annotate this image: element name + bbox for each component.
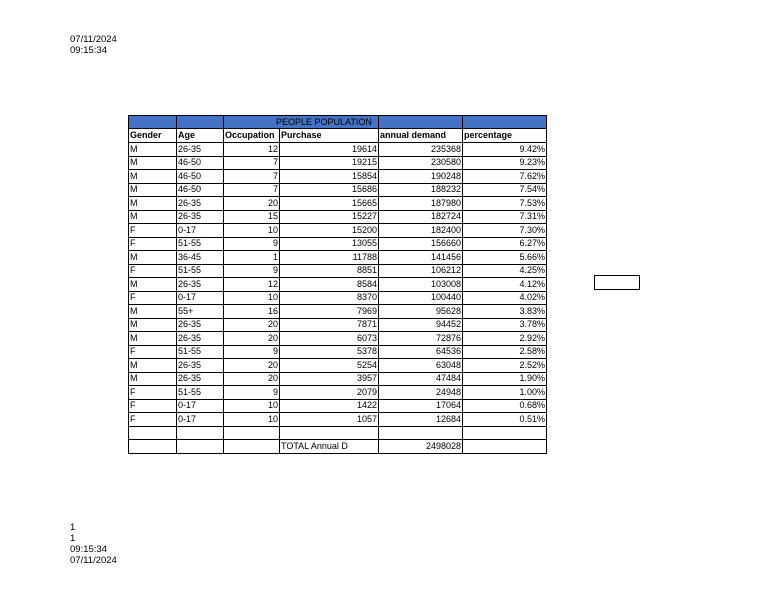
empty-cell (463, 440, 547, 454)
table-cell: M (129, 170, 177, 184)
table-cell: F (129, 224, 177, 238)
footer-time: 09:15:34 (70, 544, 107, 555)
print-footer (70, 522, 117, 566)
empty-cell (177, 440, 224, 454)
footer-date: 07/11/2024 (70, 555, 117, 566)
table-title: PEOPLE POPULATION (224, 116, 379, 129)
table-cell: 11788 (280, 251, 379, 265)
table-cell: 9.42% (463, 143, 547, 157)
table-row (129, 359, 547, 373)
table-cell: 1422 (280, 399, 379, 413)
table-cell: 10 (224, 413, 280, 427)
table-cell: 1057 (280, 413, 379, 427)
table-cell: 19215 (280, 156, 379, 170)
table-cell: M (129, 359, 177, 373)
table-cell: 10 (224, 291, 280, 305)
table-cell: 156660 (379, 237, 463, 251)
table-cell: 3.83% (463, 305, 547, 319)
table-cell: 4.02% (463, 291, 547, 305)
table-cell: M (129, 305, 177, 319)
table-cell: 0-17 (177, 413, 224, 427)
print-time: 09:15:34 (70, 45, 107, 56)
table-row (129, 264, 547, 278)
table-cell: 15854 (280, 170, 379, 184)
table-cell: M (129, 197, 177, 211)
total-value: 2498028 (379, 440, 463, 454)
table-cell: 15665 (280, 197, 379, 211)
table-cell: F (129, 237, 177, 251)
table-cell: 47484 (379, 372, 463, 386)
table-row (129, 372, 547, 386)
table-cell: F (129, 386, 177, 400)
table-cell: 10 (224, 399, 280, 413)
table-cell: 0-17 (177, 399, 224, 413)
empty-cell (379, 426, 463, 440)
col-header-annual-demand: annual demand (379, 129, 463, 143)
table-row (129, 318, 547, 332)
empty-cell (463, 426, 547, 440)
col-header-occupation: Occupation (224, 129, 280, 143)
table-cell: F (129, 291, 177, 305)
selected-cell-box[interactable] (594, 275, 640, 290)
table-cell: F (129, 413, 177, 427)
table-cell: 2.52% (463, 359, 547, 373)
table-cell: 2.92% (463, 332, 547, 346)
table-row (129, 183, 547, 197)
table-cell: 4.25% (463, 264, 547, 278)
table-cell: 0.51% (463, 413, 547, 427)
table-cell: F (129, 399, 177, 413)
table-cell: 1 (224, 251, 280, 265)
table-cell: M (129, 156, 177, 170)
table-cell: 100440 (379, 291, 463, 305)
footer-page-number: 1 (70, 522, 76, 533)
table-cell: 26-35 (177, 143, 224, 157)
table-cell: 9.23% (463, 156, 547, 170)
table-row (129, 170, 547, 184)
table-cell: 7.31% (463, 210, 547, 224)
table-row (129, 386, 547, 400)
table-row (129, 332, 547, 346)
table-cell: 7.62% (463, 170, 547, 184)
table-cell: 46-50 (177, 183, 224, 197)
table-cell: 72876 (379, 332, 463, 346)
table-row (129, 156, 547, 170)
table-cell: 15 (224, 210, 280, 224)
population-table (128, 115, 547, 454)
table-cell: 6073 (280, 332, 379, 346)
title-band-cell (379, 116, 463, 129)
table-cell: M (129, 318, 177, 332)
table-cell: 230580 (379, 156, 463, 170)
table-cell: 182724 (379, 210, 463, 224)
print-date: 07/11/2024 (70, 34, 117, 45)
table-cell: M (129, 251, 177, 265)
table-cell: 26-35 (177, 359, 224, 373)
empty-row (129, 426, 547, 440)
table-cell: 188232 (379, 183, 463, 197)
footer-page-count: 1 (70, 533, 76, 544)
table-cell: 15686 (280, 183, 379, 197)
table-cell: 26-35 (177, 210, 224, 224)
table-cell: 7.30% (463, 224, 547, 238)
table-cell: 20 (224, 332, 280, 346)
table-cell: 6.27% (463, 237, 547, 251)
table-cell: 12 (224, 278, 280, 292)
table-cell: 8370 (280, 291, 379, 305)
table-cell: F (129, 264, 177, 278)
table-cell: 46-50 (177, 170, 224, 184)
table-cell: 51-55 (177, 237, 224, 251)
table-cell: 51-55 (177, 345, 224, 359)
table-cell: 20 (224, 372, 280, 386)
table-cell: 9 (224, 237, 280, 251)
table-cell: 17064 (379, 399, 463, 413)
col-header-purchase: Purchase (280, 129, 379, 143)
table-cell: 9 (224, 345, 280, 359)
table-cell: 20 (224, 359, 280, 373)
table-row (129, 143, 547, 157)
empty-cell (177, 426, 224, 440)
title-band-cell (463, 116, 547, 129)
table-cell: 13055 (280, 237, 379, 251)
table-cell: 7 (224, 156, 280, 170)
table-cell: 7969 (280, 305, 379, 319)
table-cell: 0-17 (177, 291, 224, 305)
table-row (129, 197, 547, 211)
table-cell: 19614 (280, 143, 379, 157)
empty-cell (224, 440, 280, 454)
table-cell: 16 (224, 305, 280, 319)
table-cell: 182400 (379, 224, 463, 238)
table-cell: 1.90% (463, 372, 547, 386)
table-cell: 9 (224, 386, 280, 400)
table-cell: 2079 (280, 386, 379, 400)
table-row (129, 291, 547, 305)
table-cell: 9 (224, 264, 280, 278)
table-cell: 3957 (280, 372, 379, 386)
table-cell: M (129, 372, 177, 386)
table-cell: 7.54% (463, 183, 547, 197)
table-cell: 106212 (379, 264, 463, 278)
table-cell: 94452 (379, 318, 463, 332)
table-row (129, 224, 547, 238)
table-cell: M (129, 183, 177, 197)
table-cell: 0-17 (177, 224, 224, 238)
table-row (129, 237, 547, 251)
title-band-row (129, 116, 547, 129)
table-cell: M (129, 143, 177, 157)
table-cell: 63048 (379, 359, 463, 373)
total-label: TOTAL Annual D (280, 440, 379, 454)
empty-cell (224, 426, 280, 440)
table-cell: 26-35 (177, 318, 224, 332)
table-cell: 187980 (379, 197, 463, 211)
table-cell: 20 (224, 318, 280, 332)
table-row (129, 413, 547, 427)
title-band-cell (129, 116, 177, 129)
col-header-age: Age (177, 129, 224, 143)
table-cell: 95628 (379, 305, 463, 319)
table-cell: 64536 (379, 345, 463, 359)
table-cell: 141456 (379, 251, 463, 265)
table-cell: M (129, 278, 177, 292)
table-cell: 36-45 (177, 251, 224, 265)
empty-cell (129, 440, 177, 454)
table-cell: 12684 (379, 413, 463, 427)
table-cell: 2.58% (463, 345, 547, 359)
table-cell: 55+ (177, 305, 224, 319)
table-cell: 15200 (280, 224, 379, 238)
table-cell: 26-35 (177, 372, 224, 386)
total-row (129, 440, 547, 454)
table-cell: F (129, 345, 177, 359)
table-cell: 15227 (280, 210, 379, 224)
table-cell: 5254 (280, 359, 379, 373)
table-cell: 20 (224, 197, 280, 211)
table-cell: 235368 (379, 143, 463, 157)
table-cell: 46-50 (177, 156, 224, 170)
table-cell: 51-55 (177, 264, 224, 278)
table-cell: 26-35 (177, 197, 224, 211)
table-cell: 26-35 (177, 278, 224, 292)
table-cell: 5378 (280, 345, 379, 359)
print-header (70, 34, 117, 56)
table-cell: 7 (224, 183, 280, 197)
table-row (129, 345, 547, 359)
table-cell: 4.12% (463, 278, 547, 292)
empty-cell (280, 426, 379, 440)
table-cell: 7871 (280, 318, 379, 332)
title-band-cell (177, 116, 224, 129)
table-row (129, 305, 547, 319)
table-row (129, 251, 547, 265)
table-cell: 10 (224, 224, 280, 238)
col-header-percentage: percentage (463, 129, 547, 143)
table-cell: 0.68% (463, 399, 547, 413)
table-cell: 5.66% (463, 251, 547, 265)
table-cell: 12 (224, 143, 280, 157)
table-cell: 103008 (379, 278, 463, 292)
table-cell: 3.78% (463, 318, 547, 332)
table-row (129, 278, 547, 292)
table-row (129, 399, 547, 413)
column-header-row (129, 129, 547, 143)
table-cell: 26-35 (177, 332, 224, 346)
empty-cell (129, 426, 177, 440)
table-cell: 7.53% (463, 197, 547, 211)
table-row (129, 210, 547, 224)
table-cell: 7 (224, 170, 280, 184)
table-cell: M (129, 332, 177, 346)
table-cell: 24948 (379, 386, 463, 400)
table-cell: 8851 (280, 264, 379, 278)
col-header-gender: Gender (129, 129, 177, 143)
table-cell: 190248 (379, 170, 463, 184)
table-cell: 51-55 (177, 386, 224, 400)
table-cell: 1.00% (463, 386, 547, 400)
table-cell: M (129, 210, 177, 224)
table-cell: 8584 (280, 278, 379, 292)
